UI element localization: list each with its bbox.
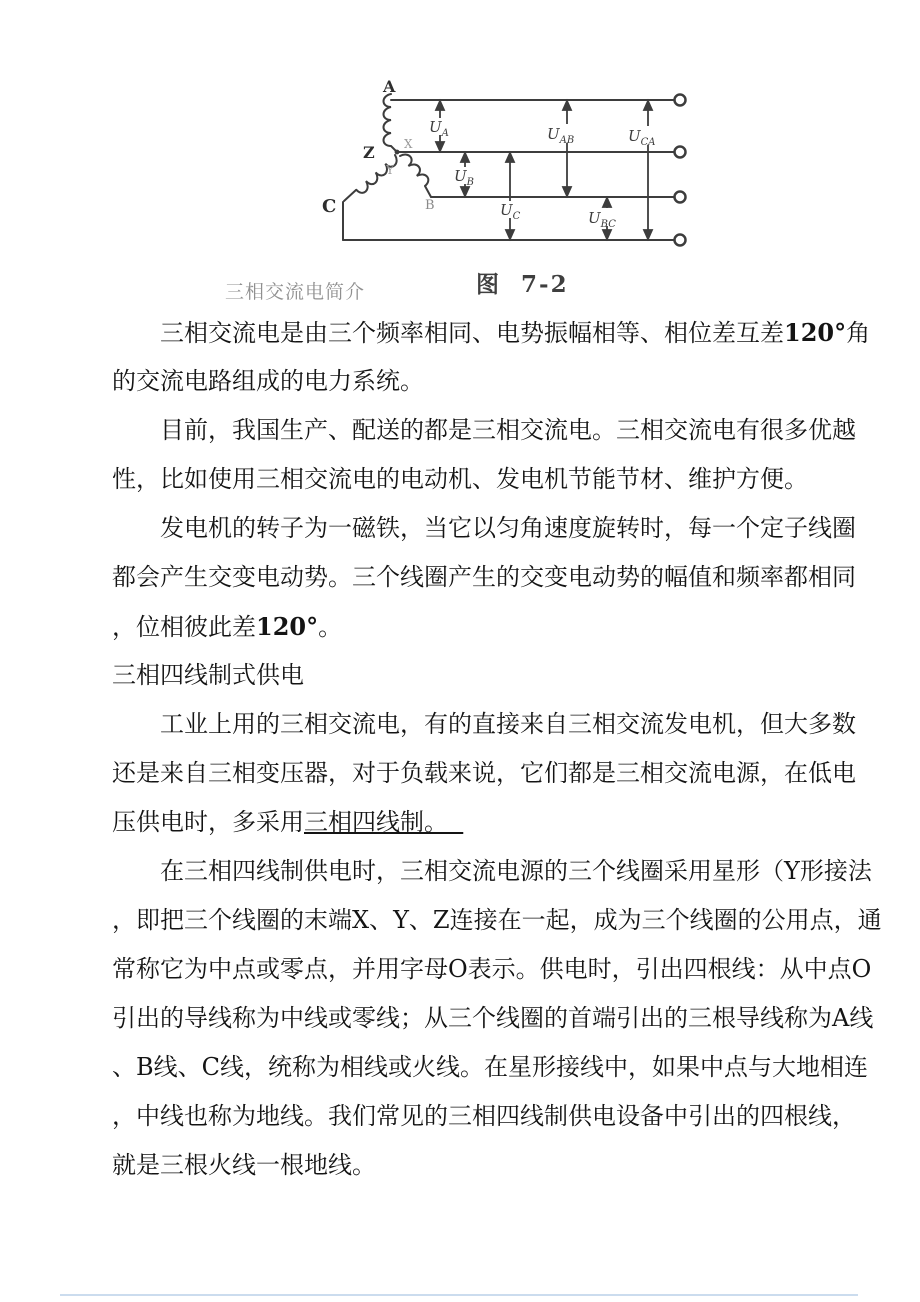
label-phase-c: C [322, 196, 337, 217]
voltage-label-ubc: $U_{BC}$ [588, 209, 616, 230]
voltage-label-uab: $U_{AB}$ [547, 125, 575, 146]
text-line: 在三相四线制供电时，三相交流电源的三个线圈采用星形（Y形接法 [160, 857, 872, 885]
terminal-b [675, 192, 686, 203]
paragraph-4 [112, 700, 856, 847]
text-line: 常称它为中点或零点，并用字母O表示。供电时，引出四根线：从中点O [112, 955, 872, 983]
text-run: ，位相彼此差 [112, 613, 256, 641]
voltage-label-ub: $U_B$ [454, 167, 475, 188]
text-line: ，中线也称为地线。我们常见的三相四线制供电设备中引出的四根线， [112, 1102, 856, 1130]
text-line [112, 602, 828, 651]
text-line: 就是三根火线一根地线。 [112, 1151, 376, 1179]
text-line: 工业上用的三相交流电，有的直接来自三相交流发电机，但大多数 [160, 710, 856, 738]
voltage-label-uc: $U_C$ [500, 201, 521, 222]
coil-b-elbow [425, 186, 431, 197]
voltage-label-uca: $U_{CA}$ [628, 127, 656, 148]
label-phase-x: X [404, 137, 413, 151]
neutral-junction-dot [395, 150, 400, 155]
text-run: 。 [318, 613, 343, 641]
text-line: 都会产生交变电动势。三个线圈产生的交变电动势的幅值和频率都相同 [112, 563, 856, 591]
circuit-diagram [300, 78, 700, 264]
text-run: 三相交流电是由三个频率相同、电势振幅相等、相位差互差 [160, 319, 784, 347]
section-heading: 三相四线制式供电 [112, 661, 304, 689]
paragraph-1 [112, 308, 871, 406]
text-run: 角 [846, 319, 871, 347]
figure-note: 三相交流电简介 [225, 281, 366, 303]
paragraph-2 [112, 406, 856, 504]
terminal-c [675, 235, 686, 246]
coil-b [400, 151, 431, 186]
label-phase-a: A [383, 78, 396, 96]
figure-caption: 图 7-2 [476, 271, 569, 298]
text-run: 压供电时，多采用 [112, 808, 304, 836]
text-run-underline: 三相四线制。 [304, 808, 464, 836]
arrow-uca [644, 101, 652, 239]
text-line: ，即把三个线圈的末端X、Y、Z连接在一起，成为三个线圈的公用点，通 [112, 906, 882, 934]
text-line [112, 308, 871, 357]
text-line: 引出的导线称为中线或零线；从三个线圈的首端引出的三根导线称为A线 [112, 1004, 874, 1032]
text-line: 、B线、C线，统称为相线或火线。在星形接线中，如果中点与大地相连 [112, 1053, 868, 1081]
text-line [112, 798, 828, 847]
terminal-o [675, 147, 686, 158]
text-run-bold: 120° [784, 318, 847, 347]
text-line: 性，比如使用三相交流电的电动机、发电机节能节材、维护方便。 [112, 465, 808, 493]
text-line: 的交流电路组成的电力系统。 [112, 367, 424, 395]
label-phase-y: Y [386, 163, 394, 177]
paragraph-5 [112, 847, 882, 1190]
text-line: 发电机的转子为一磁铁，当它以匀角速度旋转时，每一个定子线圈 [160, 514, 856, 542]
text-line: 还是来自三相变压器，对于负载来说，它们都是三相交流电源，在低电 [112, 759, 856, 787]
terminal-a [675, 95, 686, 106]
paragraph-3 [112, 504, 856, 651]
coil-a [384, 94, 398, 152]
text-line: 目前，我国生产、配送的都是三相交流电。三相交流电有很多优越 [160, 416, 856, 444]
voltage-label-ua: $U_A$ [429, 118, 449, 139]
page-bottom-border [60, 1294, 858, 1296]
circuit-figure [300, 78, 700, 264]
text-block [112, 308, 882, 1190]
label-phase-z: Z [363, 143, 375, 162]
arrow-uab [563, 101, 571, 196]
text-run-bold: 120° [256, 612, 319, 641]
coil-c-elbow [344, 190, 356, 201]
label-phase-b: B [425, 198, 435, 213]
